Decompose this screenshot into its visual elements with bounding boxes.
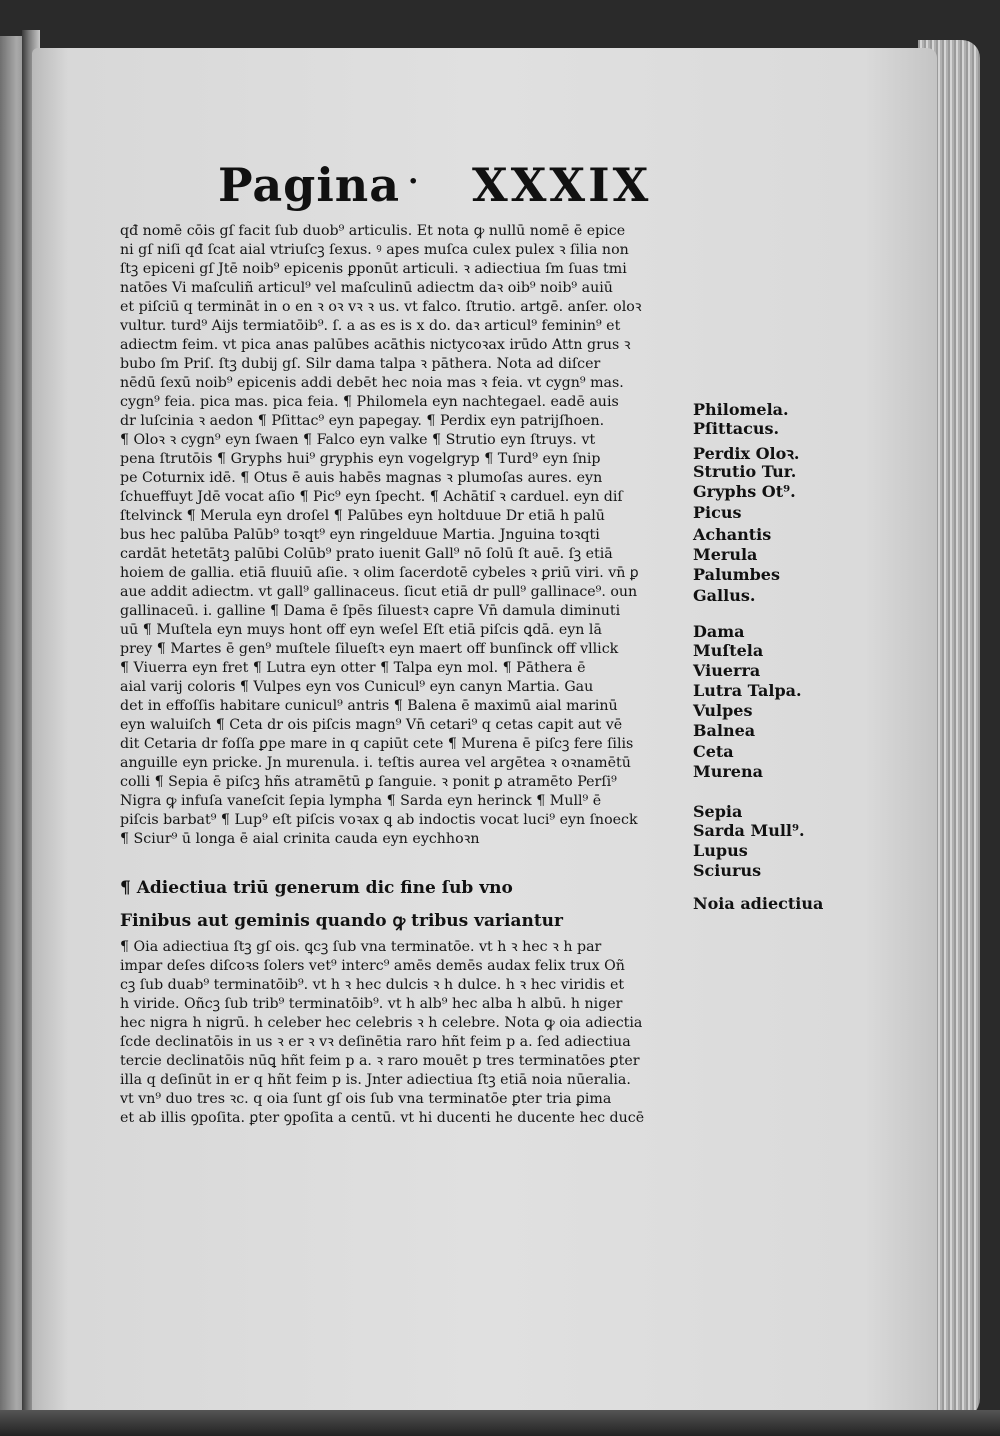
text-line: dr luſcinia ꝛ aedon ¶ Pſittac⁹ eyn papegay. ¶ Perdix eyn patrijſhoen.: [120, 413, 605, 429]
text-line: gallinaceū. i. galline ¶ Dama ē ſpēs ſiluestꝛ capre Vn̄ damula diminuti: [120, 603, 621, 619]
text-line: bus hec palūba Palūb⁹ toꝛqt⁹ eyn ringelduue Martia. Jnguina toꝛqti: [120, 527, 600, 543]
text-line: vultur. turd⁹ Aijs termiatōib⁹. ſ. a as es is x do. daꝛ articul⁹ feminin⁹ et: [120, 318, 621, 334]
text-line: natōes Vi maſculiñ articul⁹ vel maſculinū adiectm daꝛ oib⁹ noib⁹ auiū: [120, 280, 613, 296]
text-line: cygn⁹ feia. pica mas. pica feia. ¶ Philomela eyn nachtegael. eadē auis: [120, 394, 619, 410]
text-line: bubo ſm Priſ. ſtꝫ dubij gſ. Silr dama talpa ꝛ pāthera. Nota ad diſcer: [120, 356, 601, 372]
text-line: aue addit adiectm. vt gall⁹ gallinaceus. ſicut etiā dr pull⁹ gallinace⁹. oun: [120, 584, 638, 600]
section-heading-line: Finibus aut geminis quando ꝙ tribus variantur: [120, 911, 563, 931]
margin-note: Noia adiectiua: [693, 894, 824, 913]
text-line: illa q deſinūt in er q hñt feim p is. Jnter adiectiua ſtꝫ etiā noia nūeralia.: [120, 1072, 631, 1088]
text-line: pe Coturnix idē. ¶ Otus ē auis habēs magnas ꝛ plumoſas aures. eyn: [120, 470, 603, 486]
margin-note: Murena: [693, 762, 763, 781]
margin-note: Sepia: [693, 802, 743, 821]
margin-note: Muſtela: [693, 641, 764, 660]
margin-note: Sciurus: [693, 861, 762, 880]
text-line: hoiem de gallia. etiā fluuiū aſie. ꝛ olim ſacerdotē cybeles ꝛ ꝑriū viri. vn̄ ꝑ: [120, 565, 639, 581]
text-line: hec nigra h nigrū. h celeber hec celebris ꝛ h celebre. Nota ꝙ oia adiectia: [120, 1015, 643, 1031]
margin-note: Ceta: [693, 742, 734, 761]
second-text-block: [120, 938, 690, 1128]
text-line: et piſciū q termināt in o en ꝛ oꝛ vꝛ ꝛ us. vt falco. ſtrutio. artgē. anſer. oloꝛ: [120, 299, 642, 315]
main-text-block: [120, 222, 690, 849]
text-line: anguille eyn pricke. Jn murenula. i. teſtis aurea vel argētea ꝛ oꝛnamētū: [120, 755, 631, 771]
margin-note: Balnea: [693, 721, 756, 740]
margin-note: Perdix Oloꝛ.: [693, 444, 800, 463]
text-line: ni gſ niſi qđ ſcat aial vtriuſcꝫ ſexus. ꝰ apes muſca culex pulex ꝛ ſilia non: [120, 242, 629, 258]
text-line: tercie declinatōis nūꝗ hñt feim p a. ꝛ raro mouēt p tres terminatōes ꝑter: [120, 1053, 640, 1069]
margin-note: Palumbes: [693, 565, 780, 584]
margin-note: Philomela.: [693, 400, 789, 419]
text-line: eyn waluiſch ¶ Ceta dr ois piſcis magn⁹ Vn̄ cetari⁹ q cetas capit aut vē: [120, 717, 623, 733]
margin-note: Vulpes: [693, 701, 753, 720]
text-line: ſtꝫ epiceni gſ Jtē noib⁹ epicenis ꝑponūt articuli. ꝛ adiectiua ſm ſuas tmi: [120, 261, 627, 277]
section-heading-line: ¶ Adiectiua triū generum dic fine ſub vno: [120, 878, 513, 898]
margin-note: Lupus: [693, 841, 748, 860]
running-header: [218, 158, 652, 218]
margin-note: Pſittacus.: [693, 419, 780, 438]
text-line: impar deſes diſcoꝛs ſolers vet⁹ interc⁹ amēs demēs audax felix trux Oñ: [120, 958, 625, 974]
folio-number: XXXIX: [472, 158, 652, 212]
margin-note: Lutra Talpa.: [693, 681, 802, 700]
margin-note: Gryphs Ot⁹.: [693, 482, 796, 501]
margin-note: Achantis: [693, 525, 772, 544]
text-line: ſcde declinatōis in us ꝛ er ꝛ vꝛ deſinētia raro hñt feim p a. ſed adiectiua: [120, 1034, 631, 1050]
text-line: ¶ Oloꝛ ꝛ cygn⁹ eyn ſwaen ¶ Falco eyn valke ¶ Strutio eyn ſtruys. vt: [120, 432, 596, 448]
text-line: cꝫ ſub duab⁹ terminatōib⁹. vt h ꝛ hec dulcis ꝛ h dulce. h ꝛ hec viridis et: [120, 977, 625, 993]
text-line: colli ¶ Sepia ē piſcꝫ hñs atramētū ꝑ ſanguie. ꝛ ponit ꝑ atramēto Perſi⁹: [120, 774, 617, 790]
text-line: adiectm feim. vt pica anas palūbes acāthis nictycoꝛax irūdo Attn grus ꝛ: [120, 337, 631, 353]
margin-note: Sarda Mull⁹.: [693, 821, 805, 840]
text-line: prey ¶ Martes ē gen⁹ muſtele ſilueſtꝛ eyn maert off bunſinck off vllick: [120, 641, 619, 657]
text-line: vt vn⁹ duo tres ꝛc. q oia ſunt gſ ois ſub vna terminatōe ꝑter tria ꝑima: [120, 1091, 612, 1107]
text-line: det in effoſſis habitare cunicul⁹ antris ¶ Balena ē maximū aial marinū: [120, 698, 618, 714]
text-line: qđ nomē cōis gſ facit ſub duob⁹ articulis. Et nota ꝙ nullū nomē ē epice: [120, 223, 626, 239]
text-line: ſtelvinck ¶ Merula eyn droſel ¶ Palūbes eyn holtduue Dr etiā h palū: [120, 508, 605, 524]
text-line: aial varij coloris ¶ Vulpes eyn vos Cunicul⁹ eyn canyn Martia. Gau: [120, 679, 594, 695]
text-line: ¶ Sciur⁹ ū longa ē aial crinita cauda eyn eychhoꝛn: [120, 831, 480, 847]
text-line: piſcis barbat⁹ ¶ Lup⁹ eſt piſcis voꝛax ꝗ ab indoctis vocat luci⁹ eyn ſnoeck: [120, 812, 638, 828]
margin-note: Merula: [693, 545, 758, 564]
text-line: pena ſtrutōis ¶ Gryphs hui⁹ gryphis eyn vogelgryp ¶ Turd⁹ eyn ſnip: [120, 451, 601, 467]
text-line: uū ¶ Muſtela eyn muys hont off eyn weſel Eſt etiā piſcis ꝗdā. eyn lā: [120, 622, 602, 638]
bottom-shadow: [0, 1410, 1000, 1436]
text-line: et ab illis ꝯpoſita. ꝑter ꝯpoſita a centū. vt hi ducenti he ducente hec ducē: [120, 1110, 645, 1126]
header-separator: ·: [408, 164, 419, 199]
text-line: cardāt hetetātꝫ palūbi Colūb⁹ prato iuenit Gall⁹ nō ſolū ſt auē. ſꝫ etiā: [120, 546, 613, 562]
text-line: Nigra ꝙ infuſa vaneſcit ſepia lympha ¶ Sarda eyn herinck ¶ Mull⁹ ē: [120, 793, 602, 809]
text-line: h viride. Oñcꝫ ſub trib⁹ terminatōib⁹. vt h alb⁹ hec alba h albū. h niger: [120, 996, 623, 1012]
margin-note: Gallus.: [693, 586, 756, 605]
margin-note: Picus: [693, 503, 742, 522]
text-line: ſchueffuyt Jdē vocat aſio ¶ Pic⁹ eyn ſpecht. ¶ Achātiſ ꝛ carduel. eyn diſ: [120, 489, 623, 505]
text-line: nēdū ſexū noib⁹ epicenis addi debēt hec noia mas ꝛ feia. vt cygn⁹ mas.: [120, 375, 624, 391]
text-line: ¶ Viuerra eyn fret ¶ Lutra eyn otter ¶ Talpa eyn mol. ¶ Pāthera ē: [120, 660, 586, 676]
margin-note: Dama: [693, 622, 745, 641]
header-title: Pagina: [218, 158, 401, 212]
margin-note: Strutio Tur.: [693, 462, 797, 481]
text-line: dit Cetaria dr foſſa ꝑpe mare in q capiūt cete ¶ Murena ē piſcꝫ fere ſilis: [120, 736, 634, 752]
text-line: ¶ Oia adiectiua ſtꝫ gſ ois. ꝗcꝫ ſub vna terminatōe. vt h ꝛ hec ꝛ h par: [120, 939, 602, 955]
margin-note: Viuerra: [693, 661, 761, 680]
